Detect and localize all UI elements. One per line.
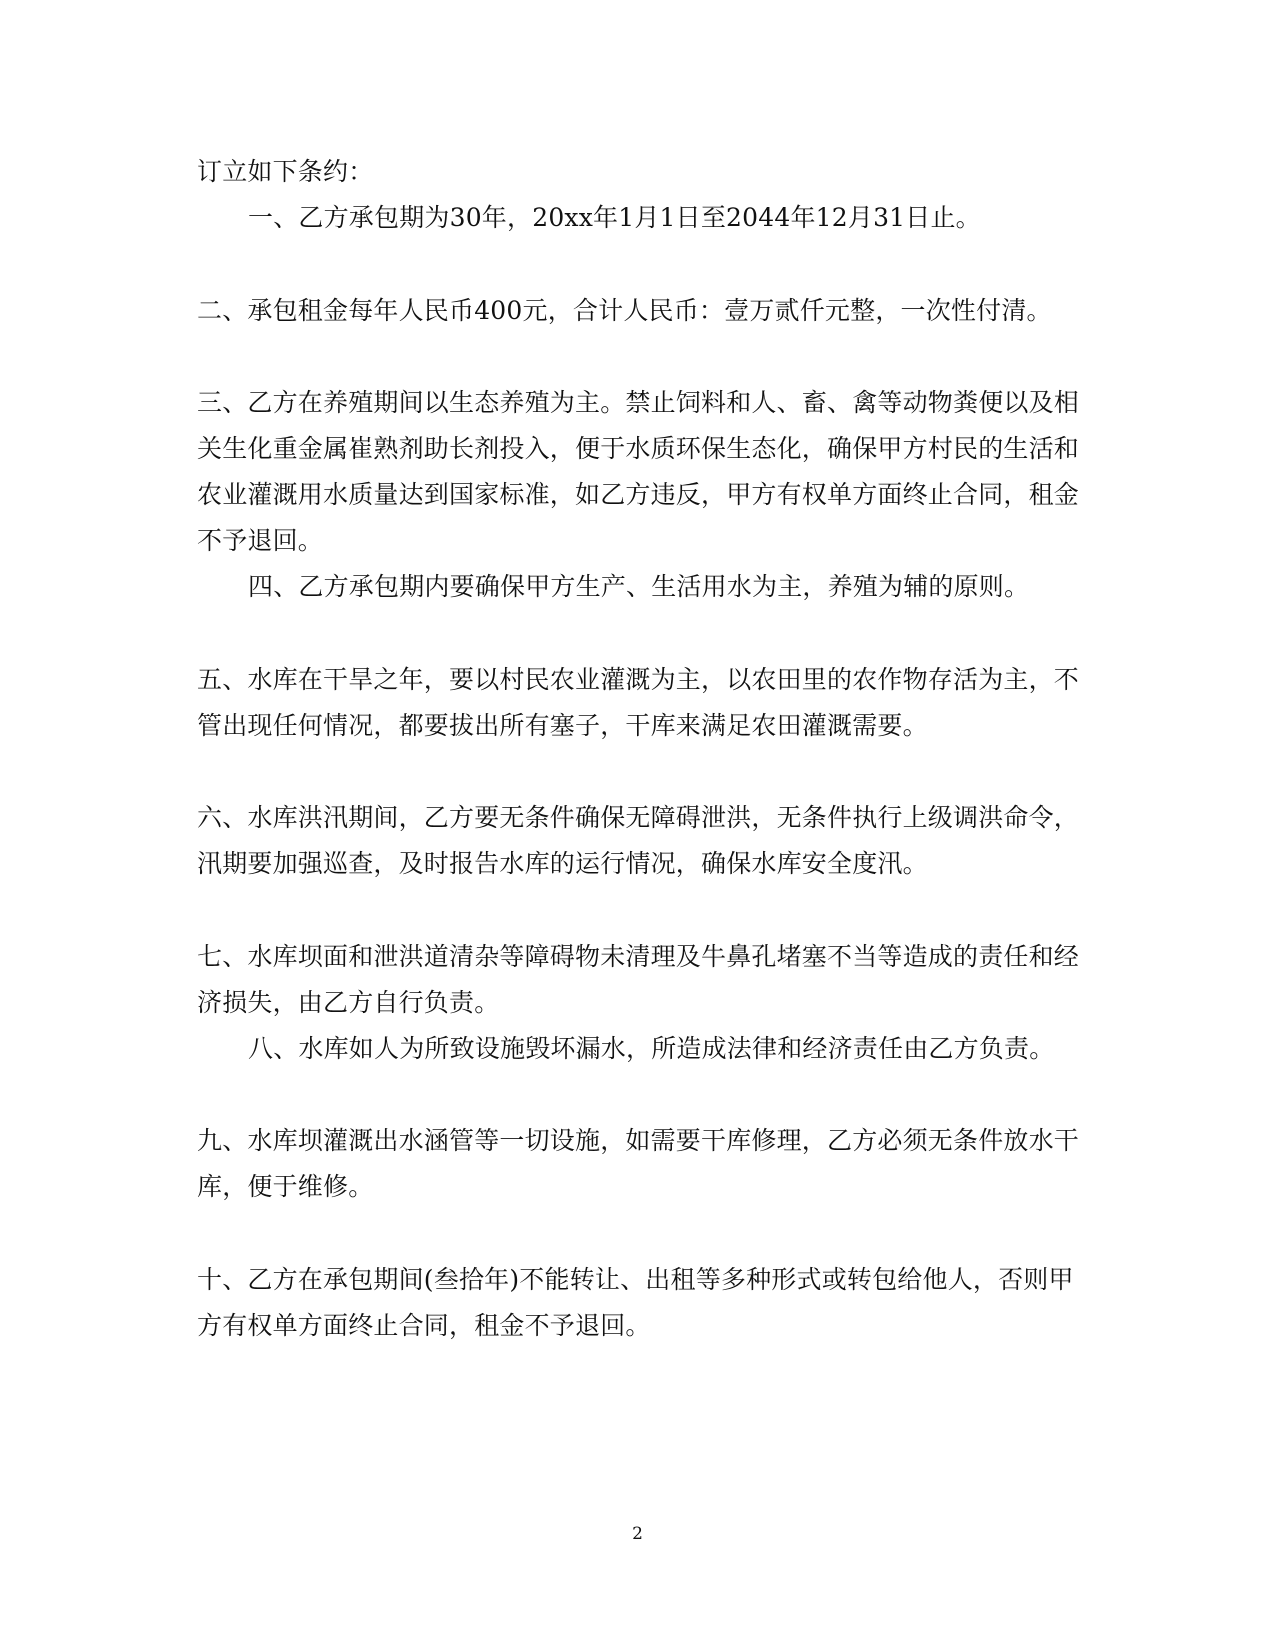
clause-8: 八、水库如人为所致设施毁坏漏水，所造成法律和经济责任由乙方负责。 [248, 1034, 1055, 1063]
clause-5-line-1: 五、水库在干旱之年，要以村民农业灌溉为主，以农田里的农作物存活为主，不 [197, 665, 1080, 694]
clause-6-line-2: 汛期要加强巡查，及时报告水库的运行情况，确保水库安全度汛。 [197, 849, 928, 878]
clause-3-line-4: 不予退回。 [197, 526, 324, 555]
clause-9-line-1: 九、水库坝灌溉出水涵管等一切设施，如需要干库修理，乙方必须无条件放水干 [197, 1126, 1080, 1155]
clause-7-line-1: 七、水库坝面和泄洪道清杂等障碍物未清理及牛鼻孔堵塞不当等造成的责任和经 [197, 942, 1080, 971]
text-line: 订立如下条约： [197, 157, 374, 186]
clause-7-line-2: 济损失，由乙方自行负责。 [197, 988, 500, 1017]
clause-3-line-2: 关生化重金属崔熟剂助长剂投入，便于水质环保生态化，确保甲方村民的生活和 [197, 434, 1080, 463]
clause-5-line-2: 管出现任何情况，都要拔出所有塞子，干库来满足农田灌溉需要。 [197, 711, 928, 740]
page-number: 2 [632, 1524, 643, 1544]
clause-4: 四、乙方承包期内要确保甲方生产、生活用水为主，养殖为辅的原则。 [248, 572, 1030, 601]
clause-10-line-1: 十、乙方在承包期间(叁拾年)不能转让、出租等多种形式或转包给他人，否则甲 [197, 1265, 1074, 1294]
clause-3-line-3: 农业灌溉用水质量达到国家标准，如乙方违反，甲方有权单方面终止合同，租金 [197, 480, 1080, 509]
clause-2: 二、承包租金每年人民币400元，合计人民币：壹万贰仟元整，一次性付清。 [197, 296, 1052, 325]
clause-6-line-1: 六、水库洪汛期间，乙方要无条件确保无障碍泄洪，无条件执行上级调洪命令， [197, 803, 1080, 832]
clause-9-line-2: 库，便于维修。 [197, 1172, 374, 1201]
clause-1: 一、乙方承包期为30年，20xx年1月1日至2044年12月31日止。 [248, 203, 981, 232]
clause-3-line-1: 三、乙方在养殖期间以生态养殖为主。禁止饲料和人、畜、禽等动物粪便以及相 [197, 388, 1080, 417]
clause-10-line-2: 方有权单方面终止合同，租金不予退回。 [197, 1311, 651, 1340]
